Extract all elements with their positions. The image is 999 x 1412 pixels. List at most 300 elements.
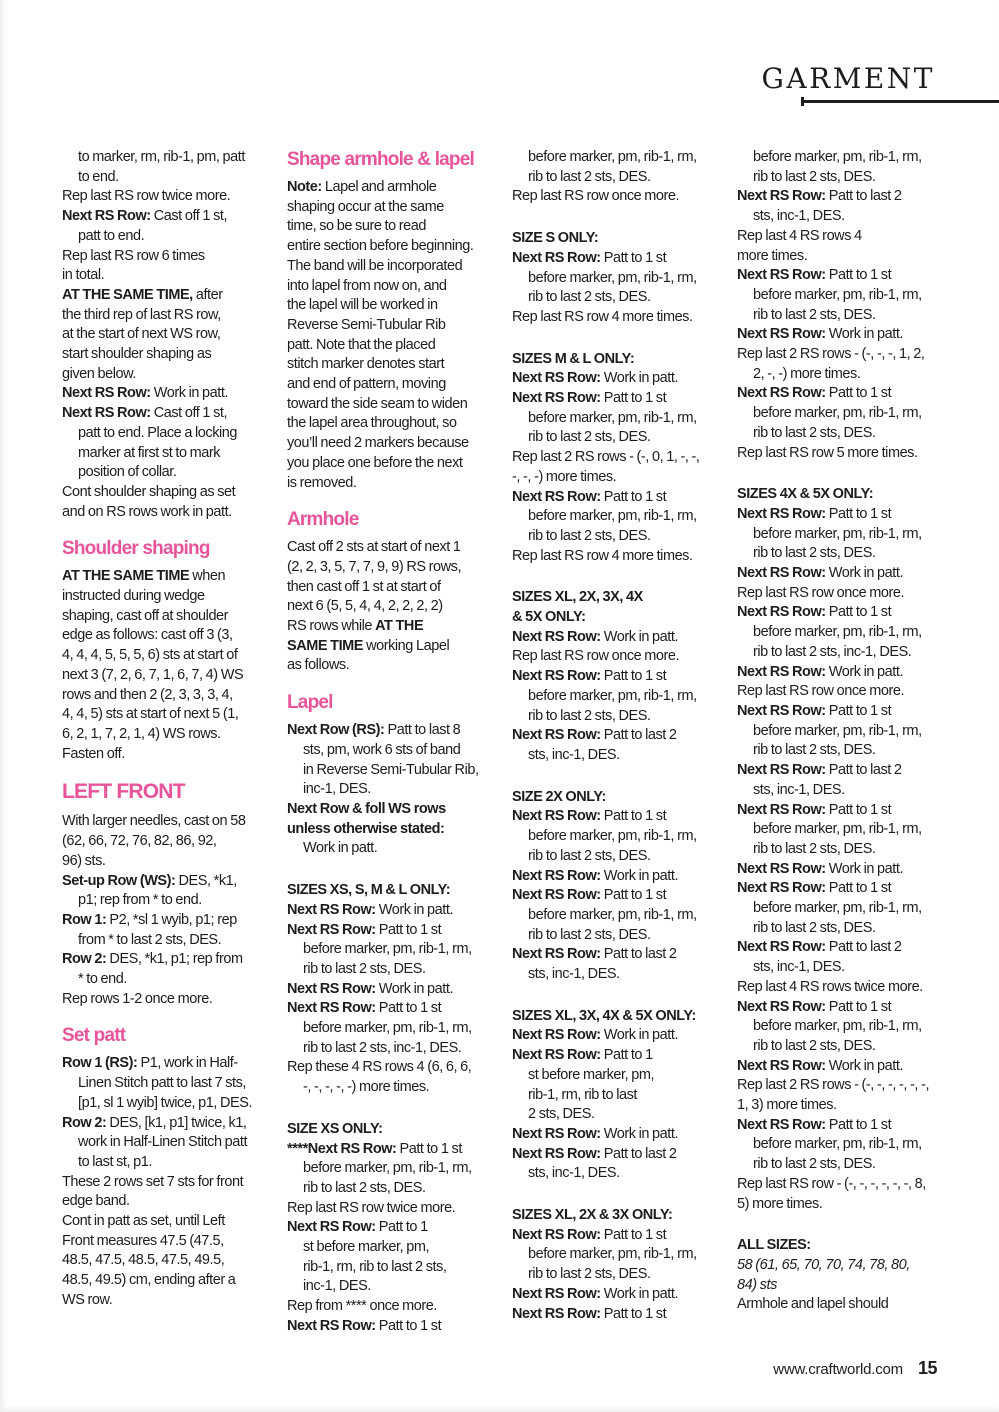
text-line bbox=[512, 1245, 710, 1265]
text-line bbox=[287, 1297, 485, 1317]
text-line bbox=[287, 375, 485, 395]
bold-text-run: Next RS Row: bbox=[512, 1047, 601, 1064]
text-line bbox=[287, 296, 485, 316]
bold-text-run: Next RS Row: bbox=[512, 808, 601, 825]
spacer bbox=[737, 463, 935, 485]
text-line bbox=[287, 960, 485, 980]
text-line bbox=[62, 1173, 260, 1193]
text-line bbox=[512, 187, 710, 207]
text-line bbox=[62, 950, 260, 970]
text-run: Rep last RS row once more. bbox=[737, 683, 905, 700]
text-line bbox=[62, 286, 260, 306]
text-run: Work in patt. bbox=[825, 860, 904, 877]
text-line bbox=[287, 901, 485, 921]
text-run: Work in patt. bbox=[600, 1125, 679, 1142]
text-line bbox=[737, 286, 935, 306]
text-run: 1, 3) more times. bbox=[737, 1097, 837, 1114]
bold-text-run: Next RS Row: bbox=[287, 901, 376, 918]
text-line bbox=[737, 860, 935, 880]
text-line bbox=[62, 666, 260, 686]
bold-text-run: Next RS Row: bbox=[737, 505, 826, 522]
text-line bbox=[512, 1226, 710, 1246]
text-line bbox=[737, 998, 935, 1018]
text-line bbox=[287, 1179, 485, 1199]
text-line bbox=[62, 872, 260, 892]
text-run: Rep last RS row 4 more times. bbox=[512, 547, 693, 564]
text-line bbox=[512, 926, 710, 946]
text-line bbox=[737, 1175, 935, 1195]
text-line bbox=[62, 306, 260, 326]
bold-text-run: Note: bbox=[287, 179, 322, 195]
italic-text-run: 58 (61, 65, 70, 70, 74, 78, 80, bbox=[737, 1256, 910, 1273]
bold-text-run: SIZES XS, S, M & L ONLY: bbox=[287, 882, 451, 899]
text-run: DES, *k1, bbox=[175, 872, 237, 889]
paragraph bbox=[512, 148, 710, 207]
bold-text-run: Next RS Row: bbox=[737, 663, 826, 680]
text-line bbox=[287, 395, 485, 415]
text-line bbox=[62, 891, 260, 911]
text-run: marker at first st to mark bbox=[78, 444, 221, 461]
paragraph bbox=[737, 1236, 935, 1315]
bold-text-run: Next RS Row: bbox=[737, 939, 826, 956]
text-run: working Lapel bbox=[363, 637, 450, 654]
spacer bbox=[287, 1098, 485, 1120]
spacer bbox=[512, 766, 710, 788]
sub-heading: Armhole bbox=[287, 509, 359, 531]
text-run: rib to last 2 sts, DES. bbox=[528, 707, 651, 724]
text-run: P2, *sl 1 wyib, p1; rep bbox=[106, 911, 237, 928]
text-line bbox=[287, 578, 485, 598]
bold-text-run: Next RS Row: bbox=[512, 1226, 601, 1243]
sub-heading: Lapel bbox=[287, 692, 333, 714]
text-run: Rep last RS row 6 times bbox=[62, 247, 205, 264]
text-run: Cast off 2 sts at start of next 1 bbox=[287, 539, 461, 556]
website-url: www.craftworld.com bbox=[773, 1361, 903, 1378]
text-line bbox=[287, 414, 485, 434]
text-line bbox=[287, 454, 485, 474]
text-line bbox=[287, 1258, 485, 1278]
text-line bbox=[512, 965, 710, 985]
text-run: before marker, pm, rib-1, rm, bbox=[528, 149, 697, 165]
text-line bbox=[287, 999, 485, 1019]
text-line bbox=[737, 485, 935, 505]
article-columns bbox=[62, 148, 935, 1337]
bold-text-run: AT THE SAME TIME bbox=[62, 568, 190, 585]
text-run: the lapel area throughout, so bbox=[287, 415, 457, 432]
text-line bbox=[287, 237, 485, 257]
text-run: Patt to 1 st bbox=[825, 880, 892, 897]
text-line bbox=[512, 308, 710, 328]
text-run: Patt to last 2 bbox=[825, 188, 902, 205]
text-run: rib-1, rm, rib to last 2 sts, bbox=[303, 1258, 447, 1275]
text-line bbox=[62, 345, 260, 365]
header-rule bbox=[801, 100, 999, 103]
text-line bbox=[737, 306, 935, 326]
text-line bbox=[512, 428, 710, 448]
bold-text-run: Next RS Row: bbox=[287, 1317, 376, 1334]
text-run: from * to last 2 sts, DES. bbox=[78, 931, 222, 948]
text-run: 48.5, 49.5) cm, ending after a bbox=[62, 1272, 236, 1289]
paragraph bbox=[512, 1007, 710, 1184]
text-line bbox=[737, 741, 935, 761]
text-line bbox=[512, 148, 710, 168]
text-line bbox=[287, 1019, 485, 1039]
text-line bbox=[512, 788, 710, 808]
text-run: before marker, pm, rib-1, rm, bbox=[528, 269, 697, 286]
text-run: Patt to 1 st bbox=[375, 1317, 442, 1334]
text-line bbox=[737, 603, 935, 623]
text-line bbox=[287, 656, 485, 676]
text-line bbox=[287, 1078, 485, 1098]
text-run: Work in patt. bbox=[825, 663, 904, 680]
text-line bbox=[737, 444, 935, 464]
text-run: Patt to 1 st bbox=[825, 604, 892, 621]
text-line bbox=[512, 867, 710, 887]
bold-text-run: Next RS Row: bbox=[512, 887, 601, 904]
text-line bbox=[512, 1125, 710, 1145]
text-line bbox=[737, 365, 935, 385]
bold-text-run: Next RS Row: bbox=[512, 370, 601, 387]
paragraph bbox=[512, 350, 710, 567]
text-line bbox=[287, 721, 485, 741]
text-line bbox=[737, 702, 935, 722]
text-run: (2, 2, 3, 5, 7, 7, 9, 9) RS rows, bbox=[287, 558, 462, 575]
bold-text-run: Row 2: bbox=[62, 1114, 107, 1131]
text-run: Cont in patt as set, until Left bbox=[62, 1213, 225, 1230]
spacer bbox=[512, 328, 710, 350]
text-line bbox=[287, 434, 485, 454]
text-line bbox=[737, 899, 935, 919]
bold-text-run: Next RS Row: bbox=[287, 1000, 376, 1017]
text-run: before marker, pm, rib-1, rm, bbox=[753, 900, 922, 917]
bold-text-run: SIZE XS ONLY: bbox=[287, 1120, 383, 1137]
bold-text-run: SIZES M & L ONLY: bbox=[512, 350, 635, 367]
text-run: 5) more times. bbox=[737, 1195, 823, 1212]
text-run: Patt to 1 st bbox=[600, 1305, 667, 1322]
text-run: rib to last 2 sts, DES. bbox=[528, 429, 651, 446]
text-run: Patt to 1 st bbox=[600, 808, 667, 825]
text-run: before marker, pm, rib-1, rm, bbox=[753, 821, 922, 838]
text-line bbox=[512, 1265, 710, 1285]
text-run: Work in patt. bbox=[303, 840, 378, 857]
text-line bbox=[62, 607, 260, 627]
text-run: before marker, pm, rib-1, rm, bbox=[753, 1136, 922, 1153]
text-run: Rep last RS row twice more. bbox=[287, 1199, 456, 1216]
text-run: [p1, sl 1 wyib] twice, p1, DES. bbox=[78, 1094, 253, 1111]
text-line bbox=[287, 1039, 485, 1059]
text-line bbox=[62, 207, 260, 227]
bold-text-run: Row 1: bbox=[62, 911, 107, 928]
bold-text-run: Next RS Row: bbox=[512, 668, 601, 685]
text-run: sts, inc-1, DES. bbox=[753, 781, 845, 798]
text-run: Work in patt. bbox=[600, 1027, 679, 1044]
text-line bbox=[737, 722, 935, 742]
text-line bbox=[512, 229, 710, 249]
paragraph bbox=[62, 1054, 260, 1310]
text-run: Rep last 2 RS rows - (-, -, -, -, -, -, bbox=[737, 1077, 930, 1094]
text-run: -, -, -, -, -) more times. bbox=[303, 1079, 430, 1096]
text-line bbox=[737, 820, 935, 840]
text-run: Cast off 1 st, bbox=[150, 208, 228, 225]
text-run: P1, work in Half- bbox=[137, 1055, 238, 1072]
column-2 bbox=[287, 148, 485, 1337]
spacer bbox=[512, 207, 710, 229]
text-line bbox=[287, 839, 485, 859]
text-line bbox=[62, 384, 260, 404]
text-line bbox=[62, 745, 260, 765]
text-line bbox=[512, 1007, 710, 1027]
text-run: With larger needles, cast on 58 bbox=[62, 813, 246, 830]
text-line bbox=[737, 266, 935, 286]
text-run: Patt to last 2 bbox=[600, 1145, 677, 1162]
text-line bbox=[512, 249, 710, 269]
spacer bbox=[737, 1214, 935, 1236]
text-run: time, so be sure to read bbox=[287, 218, 427, 235]
bold-text-run: SIZE S ONLY: bbox=[512, 230, 599, 247]
text-line bbox=[287, 940, 485, 960]
text-run: position of collar. bbox=[78, 464, 177, 481]
text-run: patt to end. bbox=[78, 227, 145, 244]
text-line bbox=[287, 780, 485, 800]
text-line bbox=[737, 1096, 935, 1116]
text-line bbox=[287, 178, 485, 198]
text-line bbox=[62, 1153, 260, 1173]
text-line bbox=[737, 643, 935, 663]
text-run: before marker, pm, rib-1, rm, bbox=[528, 1246, 697, 1263]
text-line bbox=[62, 1212, 260, 1232]
text-line bbox=[512, 389, 710, 409]
text-run: rib to last 2 sts, DES. bbox=[528, 527, 651, 544]
text-line bbox=[287, 316, 485, 336]
text-run: the third rep of last RS row, bbox=[62, 306, 221, 323]
bold-text-run: Next RS Row: bbox=[512, 628, 601, 645]
text-run: Lapel and armhole bbox=[321, 179, 437, 195]
text-run: patt. Note that the placed bbox=[287, 336, 436, 353]
spacer bbox=[512, 985, 710, 1007]
text-run: Work in patt. bbox=[825, 1057, 904, 1074]
text-line bbox=[287, 1317, 485, 1337]
text-line bbox=[62, 1074, 260, 1094]
text-run: * to end. bbox=[78, 971, 127, 988]
text-line bbox=[737, 207, 935, 227]
bold-text-run: Set-up Row (WS): bbox=[62, 872, 176, 889]
text-line bbox=[512, 847, 710, 867]
text-line bbox=[287, 1277, 485, 1297]
text-run: Rep last 4 RS rows twice more. bbox=[737, 978, 923, 995]
text-run: Rep last RS row once more. bbox=[512, 648, 680, 665]
text-line bbox=[62, 1054, 260, 1074]
text-line bbox=[287, 741, 485, 761]
text-line bbox=[737, 682, 935, 702]
text-line bbox=[62, 1133, 260, 1153]
text-run: before marker, pm, rib-1, rm, bbox=[753, 722, 922, 739]
text-line bbox=[287, 277, 485, 297]
bold-text-run: Next RS Row: bbox=[287, 1219, 376, 1236]
text-line bbox=[287, 980, 485, 1000]
paragraph bbox=[287, 721, 485, 859]
text-run: Patt to 1 st bbox=[825, 267, 892, 284]
text-run: before marker, pm, rib-1, rm, bbox=[303, 941, 472, 958]
text-line bbox=[737, 525, 935, 545]
text-run: you’ll need 2 markers because bbox=[287, 435, 469, 452]
text-run: Patt to last 2 bbox=[600, 946, 677, 963]
text-run: rib-1, rm, rib to last bbox=[528, 1086, 637, 1103]
text-run: Rep last RS row once more. bbox=[737, 584, 905, 601]
text-line bbox=[287, 1120, 485, 1140]
text-line bbox=[512, 168, 710, 188]
text-run: before marker, pm, rib-1, rm, bbox=[753, 624, 922, 641]
bold-text-run: SIZES XL, 2X & 3X ONLY: bbox=[512, 1207, 673, 1224]
text-line bbox=[62, 247, 260, 267]
text-line bbox=[62, 1271, 260, 1291]
paragraph bbox=[287, 538, 485, 676]
text-run: sts, pm, work 6 sts of band bbox=[303, 741, 461, 758]
text-run: 2 sts, DES. bbox=[528, 1106, 595, 1123]
text-line bbox=[737, 424, 935, 444]
text-line bbox=[512, 807, 710, 827]
text-line bbox=[512, 269, 710, 289]
text-run: rib to last 2 sts, DES. bbox=[528, 1266, 651, 1283]
bold-text-run: SAME TIME bbox=[287, 637, 364, 654]
text-run: start shoulder shaping as bbox=[62, 346, 212, 363]
text-run: before marker, pm, rib-1, rm, bbox=[528, 828, 697, 845]
text-run: Patt to 1 st bbox=[600, 249, 667, 266]
text-line bbox=[287, 881, 485, 901]
text-run: Work in patt. bbox=[600, 628, 679, 645]
text-line bbox=[287, 1159, 485, 1179]
bold-text-run: Next Row & foll WS rows bbox=[287, 800, 446, 817]
text-run: when bbox=[189, 568, 226, 585]
text-run: Rep last 2 RS rows - (-, -, -, 1, 2, bbox=[737, 346, 925, 363]
text-line bbox=[287, 637, 485, 657]
text-run: is removed. bbox=[287, 474, 357, 491]
text-line bbox=[287, 474, 485, 494]
bold-text-run: ALL SIZES: bbox=[737, 1237, 811, 1254]
text-run: Work in patt. bbox=[825, 326, 904, 343]
text-run: Patt to 1 st bbox=[825, 702, 892, 719]
text-line bbox=[62, 187, 260, 207]
text-run: Patt to 1 st bbox=[396, 1140, 462, 1157]
bold-text-run: Next RS Row: bbox=[737, 1057, 826, 1074]
text-line bbox=[512, 1145, 710, 1165]
text-line bbox=[512, 1086, 710, 1106]
text-line bbox=[512, 647, 710, 667]
text-line bbox=[512, 288, 710, 308]
text-run: rib to last 2 sts, DES. bbox=[528, 289, 651, 306]
bold-text-run: Next RS Row: bbox=[737, 880, 826, 897]
text-run: before marker, pm, rib-1, rm, bbox=[528, 687, 697, 704]
text-run: rib to last 2 sts, DES. bbox=[753, 168, 876, 185]
bold-text-run: Next RS Row: bbox=[737, 702, 826, 719]
text-run: Rep these 4 RS rows 4 (6, 6, 6, bbox=[287, 1059, 472, 1076]
text-run: Patt to 1 st bbox=[600, 390, 667, 407]
bold-text-run: Next RS Row: bbox=[512, 946, 601, 963]
text-run: rib to last 2 sts, DES. bbox=[528, 847, 651, 864]
text-run: and end of pattern, moving bbox=[287, 376, 446, 393]
text-line bbox=[737, 781, 935, 801]
bold-text-run: AT THE SAME TIME, bbox=[62, 286, 193, 303]
bold-text-run: AT THE bbox=[375, 618, 424, 635]
spacer bbox=[512, 1184, 710, 1206]
text-line bbox=[512, 468, 710, 488]
text-run: Patt to 1 st bbox=[825, 385, 892, 402]
text-run: Work in patt. bbox=[375, 901, 454, 918]
text-run: These 2 rows set 7 sts for front bbox=[62, 1173, 244, 1190]
bold-text-run: Next RS Row: bbox=[737, 385, 826, 402]
text-run: before marker, pm, rib-1, rm, bbox=[753, 525, 922, 542]
text-run: sts, inc-1, DES. bbox=[753, 208, 845, 225]
paragraph bbox=[62, 148, 260, 522]
text-run: instructed during wedge bbox=[62, 588, 205, 605]
text-run: Work in patt. bbox=[600, 370, 679, 387]
bold-text-run: Next RS Row: bbox=[737, 1116, 826, 1133]
text-run: work in Half-Linen Stitch patt bbox=[78, 1134, 248, 1151]
italic-text-run: 84) sts bbox=[737, 1276, 777, 1293]
text-line bbox=[62, 1094, 260, 1114]
text-line bbox=[287, 355, 485, 375]
text-run: Patt to 1 st bbox=[375, 1000, 442, 1017]
text-line bbox=[737, 1076, 935, 1096]
text-line bbox=[62, 503, 260, 523]
text-run: Work in patt. bbox=[825, 565, 904, 582]
text-line bbox=[737, 227, 935, 247]
text-run: rib to last 2 sts, DES. bbox=[753, 742, 876, 759]
text-line bbox=[62, 168, 260, 188]
bold-text-run: Next RS Row: bbox=[512, 1027, 601, 1044]
text-line bbox=[62, 463, 260, 483]
bold-text-run: Next RS Row: bbox=[512, 1305, 601, 1322]
text-run: Cast off 1 st, bbox=[150, 405, 228, 422]
text-run: next 3 (7, 2, 6, 7, 1, 6, 7, 4) WS bbox=[62, 666, 244, 683]
text-run: you place one before the next bbox=[287, 454, 463, 471]
text-run: given below. bbox=[62, 365, 136, 382]
text-run: sts, inc-1, DES. bbox=[753, 959, 845, 976]
text-line bbox=[512, 906, 710, 926]
text-line bbox=[287, 217, 485, 237]
text-line bbox=[737, 1236, 935, 1256]
text-run: before marker, pm, rib-1, rm, bbox=[303, 1020, 472, 1037]
text-run: patt to end. Place a locking bbox=[78, 424, 238, 441]
paragraph bbox=[512, 588, 710, 765]
text-run: before marker, pm, rib-1, rm, bbox=[303, 1160, 472, 1177]
text-run: Rep from **** once more. bbox=[287, 1298, 437, 1315]
sub-heading: Set patt bbox=[62, 1025, 126, 1047]
bold-text-run: Next RS Row: bbox=[512, 1285, 601, 1302]
text-run: Patt to 1 st bbox=[825, 505, 892, 522]
bold-text-run: Next RS Row: bbox=[737, 604, 826, 621]
text-run: Rep last RS row twice more. bbox=[62, 188, 231, 205]
bold-text-run: SIZES XL, 3X, 4X & 5X ONLY: bbox=[512, 1007, 696, 1024]
text-line bbox=[62, 567, 260, 587]
text-line bbox=[737, 247, 935, 267]
page-footer bbox=[773, 1358, 937, 1379]
sub-heading: Shape armhole & lapel bbox=[287, 149, 474, 170]
text-line bbox=[737, 663, 935, 683]
text-run: inc-1, DES. bbox=[303, 781, 371, 798]
text-line bbox=[287, 820, 485, 840]
text-line bbox=[737, 325, 935, 345]
text-line bbox=[737, 168, 935, 188]
text-run: to marker, rm, rib-1, pm, patt bbox=[78, 149, 245, 165]
text-run: after bbox=[192, 286, 223, 303]
page-section-title: GARMENT bbox=[761, 62, 935, 95]
bold-text-run: & 5X ONLY: bbox=[512, 609, 586, 626]
text-line bbox=[737, 584, 935, 604]
text-run: Patt to 1 st bbox=[600, 887, 667, 904]
spacer bbox=[287, 859, 485, 881]
text-line bbox=[287, 1199, 485, 1219]
spacer bbox=[512, 566, 710, 588]
